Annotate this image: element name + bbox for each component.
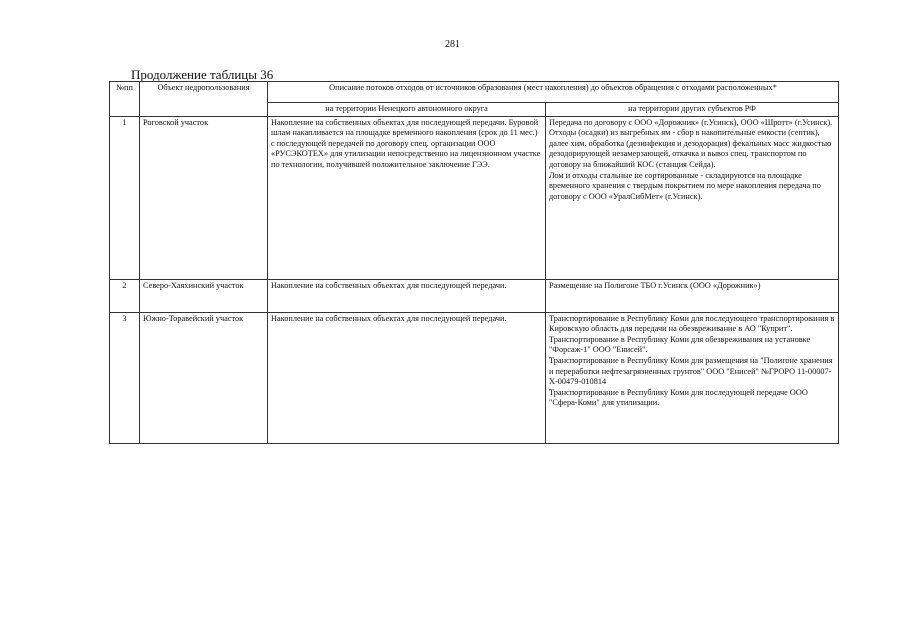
- row-object: Северо-Хаяхинский участок: [140, 279, 268, 312]
- row-other-description: [546, 279, 839, 312]
- row-object: Южно-Торавейский участок: [140, 312, 268, 443]
- table-row: [110, 279, 839, 312]
- other-paragraph: Транспортирование в Республику Коми для последующей передаче ООО "Сфера-Коми" для утилизации.: [549, 387, 808, 408]
- header-description: Описание потоков отходов от источников образования (мест накопления) до объектов обращения с отходами расположенных*: [268, 82, 839, 103]
- header-nao: на территории Ненецкого автономного округа: [268, 103, 546, 117]
- row-number: 2: [110, 279, 140, 312]
- other-paragraph: Отходы (осадки) из выгребных ям - сбор в накопительные емкости (септик), далее хим. обработка (дезинфекция и дезодорация) фекальных масс жидкостью дезодорирующей незамерзающей, откачка и вывоз спец. транспортом по договору на ближайший КОС (станция Сейда).: [549, 128, 832, 169]
- waste-flow-table: [109, 81, 839, 444]
- row-object: Роговской участок: [140, 116, 268, 279]
- other-paragraph: Размещение на Полигоне ТБО г.Усинск (ООО «Дорожник»): [549, 280, 761, 290]
- other-paragraph: Транспортирование в Республику Коми для обезвреживания на установке "Форсаж-1" ООО "Енисей".: [549, 334, 811, 355]
- table-row: [110, 116, 839, 279]
- other-paragraph: Лом и отходы стальные не сортированные - складируются на площадке временного хранения с твердым покрытием по мере накопления передача по договору с ООО «УралСибМет» (г.Усинск).: [549, 170, 821, 201]
- row-number: 1: [110, 116, 140, 279]
- row-number: 3: [110, 312, 140, 443]
- page-number: 281: [445, 39, 460, 50]
- header-other-regions: на территории других субъектов РФ: [546, 103, 839, 117]
- table-row: [110, 312, 839, 443]
- row-nao-description: Накопление на собственных объектах для последующей передачи. Буровой шлам накапливается на площадке временного накопления (срок до 11 мес.) с последующей передачей по договору спец. организации ООО «РУСЭКОТЕХ» для утилизации непосредственно на лицензионном участке по технологии, получившей положительное заключение ГЭЭ.: [268, 116, 546, 279]
- row-other-description: [546, 116, 839, 279]
- row-nao-description: Накопление на собственных объектах для последующей передачи.: [268, 279, 546, 312]
- table-caption: Продолжение таблицы 36: [131, 67, 274, 82]
- other-paragraph: Транспортирование в Республику Коми для последующего транспортирования в Кировскую область для передачи на обезвреживание в АО "Куприт".: [549, 313, 835, 334]
- header-num: №пп: [110, 82, 140, 117]
- row-other-description: [546, 312, 839, 443]
- header-object: Объект недропользования: [140, 82, 268, 117]
- table-header-row: [110, 82, 839, 103]
- other-paragraph: Транспортирование в Республику Коми для размещения на "Полигоне хранения и переработки нефтезагрязненных грунтов" ООО "Енисей" №ГРОРО 11-00007-Х-00479-010814: [549, 355, 833, 387]
- other-paragraph: Передача по договору с ООО «Дорожник» (г.Усинск), ООО «Шротт» (г.Усинск).: [549, 117, 833, 127]
- row-nao-description: Накопление на собственных объектах для последующей передачи.: [268, 312, 546, 443]
